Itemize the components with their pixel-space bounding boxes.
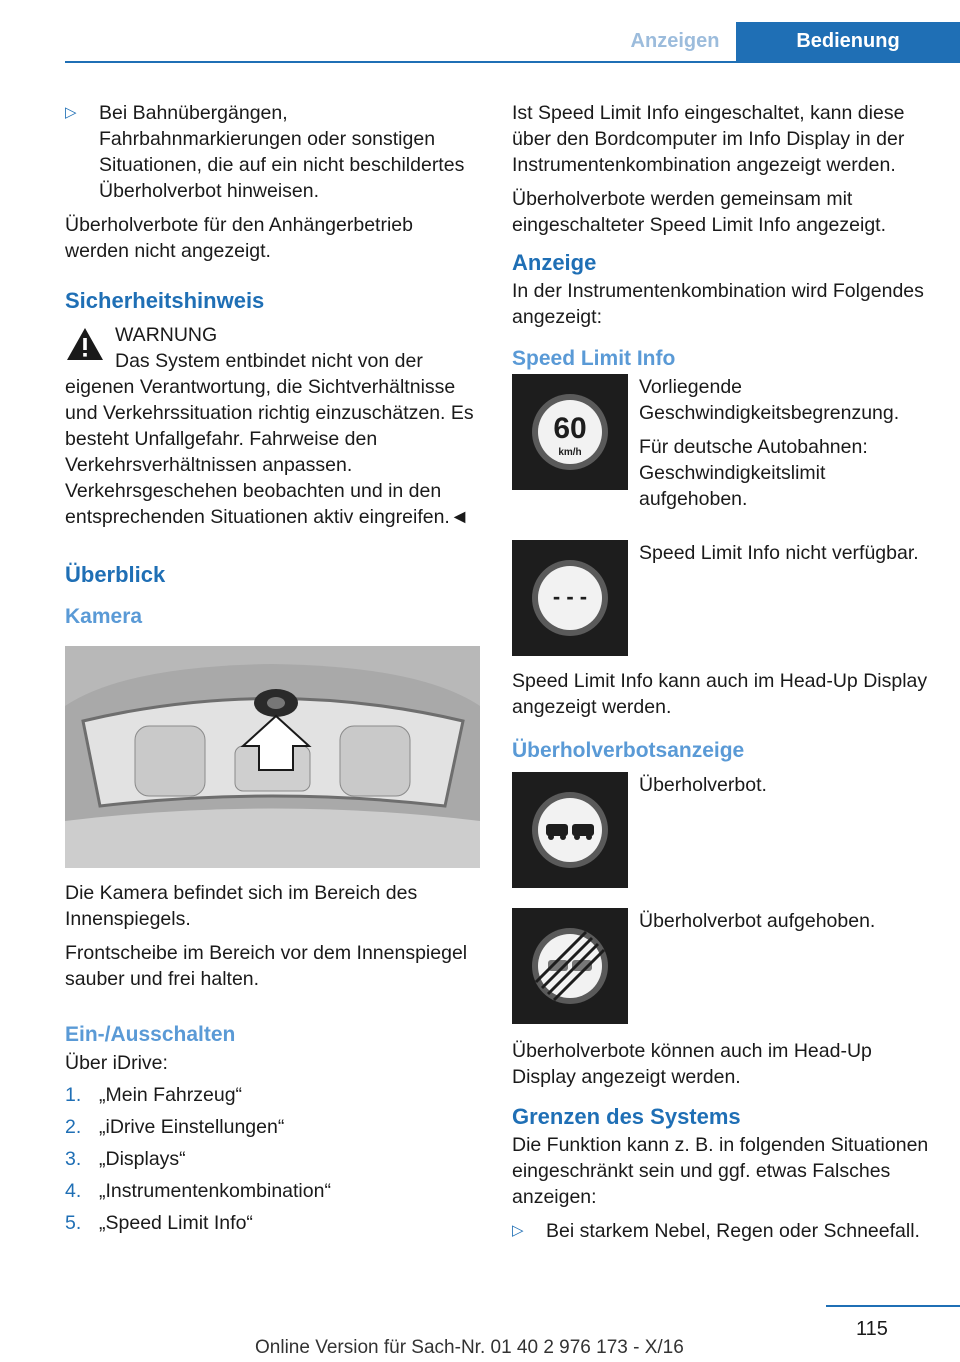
list-text: „iDrive Einstellungen“ xyxy=(99,1116,285,1138)
page-number: 115 xyxy=(856,1318,888,1340)
paragraph: Die Funktion kann z. B. in folgenden Situationen eingeschränkt sein und ggf. etwas Falsches anzeigen: xyxy=(512,1134,929,1208)
heading-sicherheitshinweis: Sicherheitshinweis xyxy=(65,288,265,313)
no-overtaking-end-icon xyxy=(512,908,628,1024)
paragraph: In der Instrumentenkombination wird Folgendes angezeigt: xyxy=(512,280,924,328)
list-number: 3. xyxy=(65,1148,82,1170)
heading-kamera: Kamera xyxy=(65,605,143,628)
sign-row-unavailable xyxy=(512,540,932,656)
warning-icon xyxy=(65,326,105,362)
no-overtaking-description xyxy=(639,772,932,806)
paragraph: Für deutsche Autobahnen: Geschwindigkeitslimit aufgehoben. xyxy=(639,436,868,510)
list-text: „Speed Limit Info“ xyxy=(99,1212,253,1234)
tab-bedienung[interactable]: Bedienung xyxy=(736,22,960,61)
sign-60-value: 60 xyxy=(553,412,587,445)
warning-block xyxy=(65,322,480,530)
list-item xyxy=(65,1114,480,1146)
list-text: „Displays“ xyxy=(99,1148,186,1170)
paragraph: Speed Limit Info kann auch im Head-Up Display angezeigt werden. xyxy=(512,670,928,718)
camera-illustration xyxy=(65,646,480,868)
heading-ueberholverbotsanzeige: Überholverbotsanzeige xyxy=(512,739,745,762)
no-overtaking-icon xyxy=(512,772,628,888)
bullet-text: Bei starkem Nebel, Regen oder Schneefall. xyxy=(546,1220,920,1242)
heading-ueberblick: Überblick xyxy=(65,562,166,587)
sign-60-unit: km/h xyxy=(558,447,582,458)
warning-text: Das System entbindet nicht von der eigenen Verantwortung, die Sichtverhältnisse und Verkehrssituation richtig einzuschätzen. Es besteht Unfallgefahr. Fahrweise den Verkehrsverhältnissen anpassen. Verkehrsgeschehen beobachten und in den entsprechenden Situationen aktiv eingreifen.◄ xyxy=(65,350,474,528)
heading-ein-ausschalten: Ein-/Ausschalten xyxy=(65,1023,236,1046)
sign-row-no-overtaking-end xyxy=(512,908,932,1024)
list-number: 2. xyxy=(65,1116,82,1138)
list-item xyxy=(65,1146,480,1178)
speed-limit-unavailable-icon xyxy=(512,540,628,656)
footer-online-version: Online Version für Sach-Nr. 01 40 2 976 173 - X/16 xyxy=(255,1337,684,1358)
list-number: 5. xyxy=(65,1212,82,1234)
left-column xyxy=(65,100,480,1242)
heading-speed-limit-info: Speed Limit Info xyxy=(512,347,676,370)
heading-grenzen-des-systems: Grenzen des Systems xyxy=(512,1104,741,1129)
triangle-bullet-icon: ▷ xyxy=(512,1222,524,1239)
list-item xyxy=(65,1210,480,1242)
list-text: „Mein Fahrzeug“ xyxy=(99,1084,243,1106)
idrive-label: Über iDrive: xyxy=(65,1052,168,1074)
list-item xyxy=(65,1178,480,1210)
no-overtaking-end-description xyxy=(639,908,932,942)
list-item xyxy=(65,1082,480,1114)
bullet-text: Bei Bahnübergängen, Fahrbahnmarkierungen oder sonstigen Situationen, die auf ein nicht beschildertes Überholverbot hinweisen. xyxy=(99,102,465,202)
paragraph: Überholverbot aufgehoben. xyxy=(639,910,876,932)
paragraph: Überholverbote können auch im Head-Up Display angezeigt werden. xyxy=(512,1040,872,1088)
sign-60-description xyxy=(639,374,932,520)
paragraph: Überholverbote für den Anhängerbetrieb werden nicht angezeigt. xyxy=(65,214,413,262)
tab-anzeigen[interactable]: Anzeigen xyxy=(630,30,720,52)
paragraph: Ist Speed Limit Info eingeschaltet, kann diese über den Bordcomputer im Info Display in der Instrumentenkombination angezeigt werden. xyxy=(512,102,905,176)
paragraph: Frontscheibe im Bereich vor dem Innenspiegel sauber und frei halten. xyxy=(65,942,468,990)
paragraph: Speed Limit Info nicht verfügbar. xyxy=(639,542,919,564)
sign-dash-value: - - - xyxy=(552,584,588,609)
sign-unavailable-description xyxy=(639,540,932,574)
sign-row-no-overtaking xyxy=(512,772,932,888)
sign-row-60 xyxy=(512,374,932,520)
header-rule xyxy=(65,61,960,63)
page-number-rule xyxy=(826,1305,960,1307)
steps-list xyxy=(65,1082,480,1242)
speed-limit-60-icon xyxy=(512,374,628,490)
paragraph: Überholverbote werden gemeinsam mit eingeschalteter Speed Limit Info angezeigt. xyxy=(512,188,886,236)
heading-anzeige: Anzeige xyxy=(512,250,597,275)
bullet-item xyxy=(65,100,480,204)
paragraph: Vorliegende Geschwindigkeitsbegrenzung. xyxy=(639,376,900,424)
bullet-item xyxy=(512,1218,932,1244)
warning-title: WARNUNG xyxy=(115,324,218,346)
list-number: 4. xyxy=(65,1180,82,1202)
list-text: „Instrumentenkombination“ xyxy=(99,1180,331,1202)
right-column xyxy=(512,100,932,1252)
paragraph: Überholverbot. xyxy=(639,774,767,796)
paragraph: Die Kamera befindet sich im Bereich des Innenspiegels. xyxy=(65,882,418,930)
list-number: 1. xyxy=(65,1084,82,1106)
triangle-bullet-icon: ▷ xyxy=(65,104,77,121)
